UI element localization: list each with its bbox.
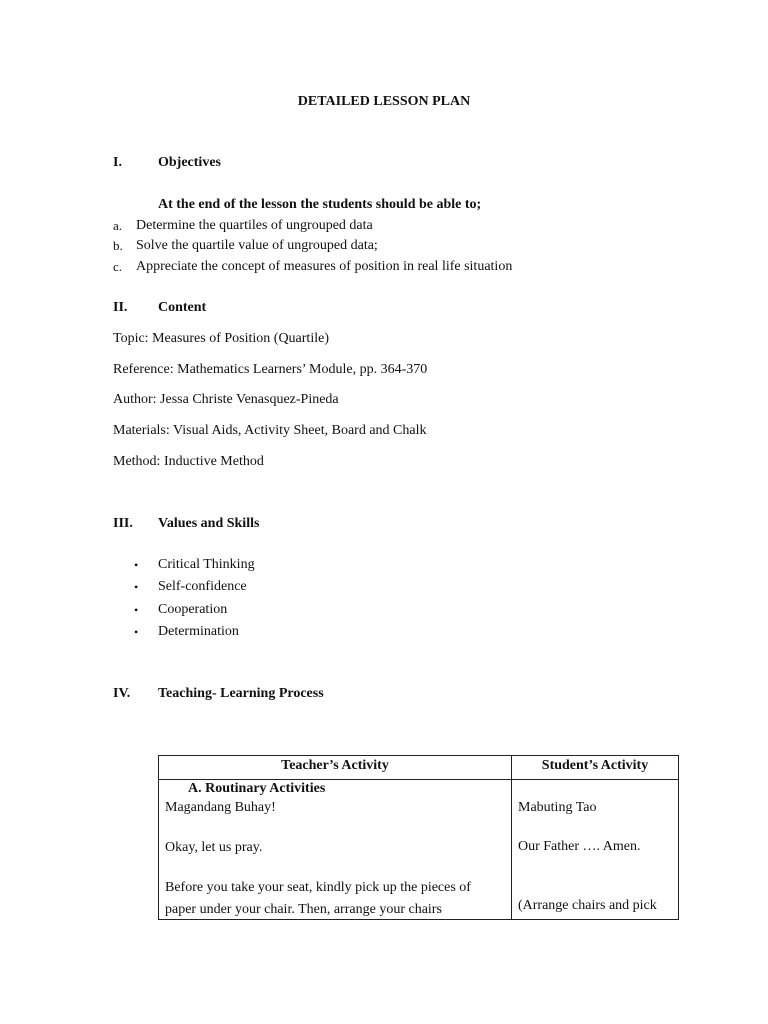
value-item-cooperation: Cooperation bbox=[158, 602, 228, 617]
teacher-line: Okay, let us pray. bbox=[165, 840, 263, 855]
section-numeral-values: III. bbox=[113, 516, 133, 531]
objectives-intro: At the end of the lesson the students should be able to; bbox=[158, 197, 482, 212]
student-line: Our Father …. Amen. bbox=[518, 839, 641, 854]
objective-item-b: Solve the quartile value of ungrouped data; bbox=[136, 238, 378, 253]
teacher-activity-cell bbox=[159, 780, 512, 920]
teacher-line: Magandang Buhay! bbox=[165, 800, 276, 815]
document-title: DETAILED LESSON PLAN bbox=[297, 94, 471, 109]
student-line: (Arrange chairs and pick bbox=[518, 898, 657, 913]
bullet-icon: • bbox=[134, 558, 139, 572]
section-numeral-process: IV. bbox=[113, 686, 131, 701]
student-line: Mabuting Tao bbox=[518, 800, 597, 815]
value-item-critical-thinking: Critical Thinking bbox=[158, 557, 255, 572]
bullet-icon: • bbox=[134, 580, 139, 594]
bullet-icon: • bbox=[134, 625, 139, 639]
content-method: Method: Inductive Method bbox=[113, 454, 264, 469]
section-heading-objectives: Objectives bbox=[158, 155, 221, 170]
section-heading-process: Teaching- Learning Process bbox=[158, 686, 324, 701]
table-header-row bbox=[159, 756, 679, 780]
section-numeral-content: II. bbox=[113, 300, 128, 315]
objective-letter-c: c. bbox=[113, 259, 123, 274]
routinary-activities-heading: A. Routinary Activities bbox=[188, 781, 326, 796]
bullet-icon: • bbox=[134, 603, 139, 617]
section-heading-values: Values and Skills bbox=[158, 516, 260, 531]
value-item-self-confidence: Self-confidence bbox=[158, 579, 247, 594]
teacher-activity-header: Teacher’s Activity bbox=[159, 756, 512, 780]
objective-item-a: Determine the quartiles of ungrouped data bbox=[136, 218, 373, 233]
objective-letter-b: b. bbox=[113, 238, 123, 253]
content-topic: Topic: Measures of Position (Quartile) bbox=[113, 331, 329, 346]
table-row bbox=[159, 780, 679, 920]
teacher-line: paper under your chair. Then, arrange your chairs bbox=[165, 902, 442, 917]
objective-item-c: Appreciate the concept of measures of position in real life situation bbox=[136, 259, 513, 274]
content-materials: Materials: Visual Aids, Activity Sheet, Board and Chalk bbox=[113, 423, 427, 438]
objective-letter-a: a. bbox=[113, 218, 123, 233]
content-reference: Reference: Mathematics Learners’ Module, pp. 364-370 bbox=[113, 362, 428, 377]
value-item-determination: Determination bbox=[158, 624, 239, 639]
student-activity-header: Student’s Activity bbox=[512, 756, 679, 780]
student-activity-cell bbox=[512, 780, 679, 920]
section-heading-content: Content bbox=[158, 300, 207, 315]
content-author: Author: Jessa Christe Venasquez-Pineda bbox=[113, 392, 339, 407]
teacher-line: Before you take your seat, kindly pick up the pieces of bbox=[165, 880, 471, 895]
activity-table bbox=[158, 755, 679, 920]
section-numeral-objectives: I. bbox=[113, 155, 122, 170]
